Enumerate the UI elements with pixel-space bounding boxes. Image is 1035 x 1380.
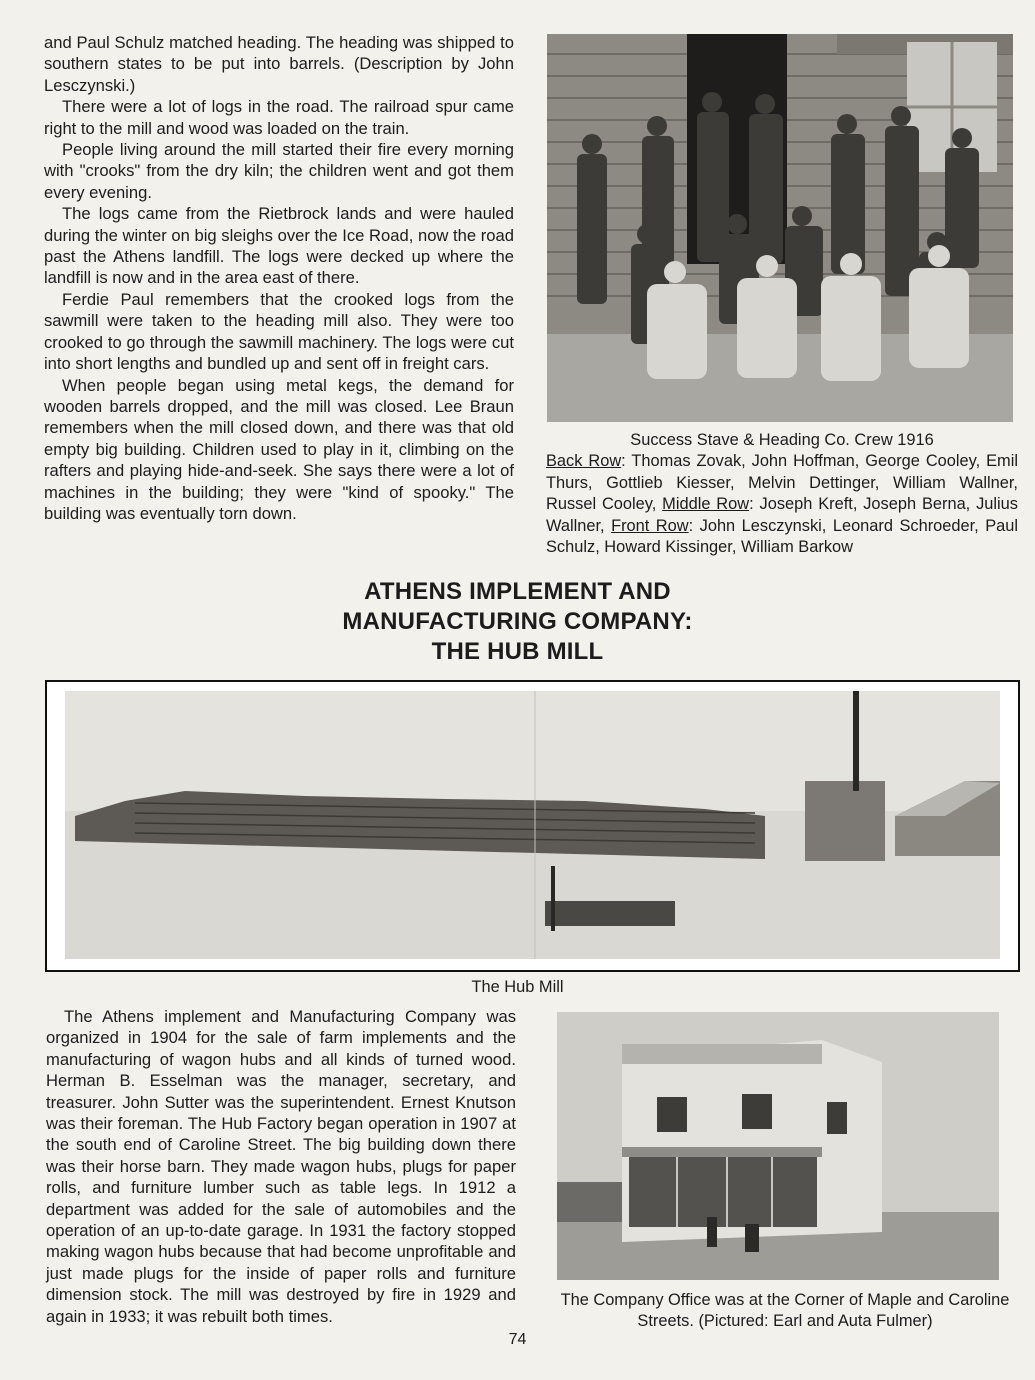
paragraph: People living around the mill started their fire every morning with "crooks" from the dry kiln; the children went and got them every evening. xyxy=(44,140,514,202)
middle-row-names: : Joseph Kreft, Joseph Berna, Julius Wallner, xyxy=(546,495,1018,535)
crew-photo xyxy=(547,34,1013,422)
paragraph: and Paul Schulz matched heading. The heading was shipped to southern states to be put into barrels. (Description by John Lesczynski.) xyxy=(44,33,514,95)
crew-caption-title: Success Stave & Heading Co. Crew 1916 xyxy=(630,431,934,449)
paragraph: Ferdie Paul remembers that the crooked logs from the sawmill were taken to the heading mill also. They were too crooked to go through the sawmill machinery. The logs were cut into short lengths and bundled up and sent off in freight cars. xyxy=(44,289,514,374)
page-number: 74 xyxy=(508,1331,527,1348)
back-row-label: Back Row xyxy=(546,452,622,471)
paragraph: The Athens implement and Manufacturing Company was organized in 1904 for the sale of farm implements and the manufacturing of wagon hubs and all kinds of turned wood. Herman B. Esselman was the manager, secretary, and treasurer. John Sutter was the superintendent. Ernest Knutson was their foreman. The Hub Factory began operation in 1907 at the south end of Caroline Street. The big building down there was their horse barn. They made wagon hubs, plugs for paper rolls, and furniture lumber such as table legs. In 1912 a department was added for the sale of automobiles and the operation of an up-to-date garage. In 1931 the factory stopped making wagon hubs because that had become unprofitable and just made plugs for the inside of paper rolls and furniture dimension stock. The mill was destroyed by fire in 1929 and again in 1933; it was rebuilt both times. xyxy=(46,1007,516,1326)
front-row-names: : John Lesczynski, Leonard Schroeder, Paul Schulz, Howard Kissinger, William Barkow xyxy=(546,516,1019,557)
paragraph: When people began using metal kegs, the demand for wooden barrels dropped, and the mill was closed. Lee Braun remembers when the mill closed down, and there was that old empty big building. Children used to play in it, climbing on the rafters and playing hide-and-seek. She says there were a lot of machines in the building; they were "kind of spooky." The building was eventually torn down. xyxy=(44,375,514,523)
company-office-photo xyxy=(557,1012,999,1280)
middle-row-label: Middle Row xyxy=(662,495,750,514)
front-row-label: Front Row xyxy=(611,516,689,535)
section-title-line: ATHENS IMPLEMENT AND xyxy=(364,578,671,605)
section-title-line: MANUFACTURING COMPANY: xyxy=(342,608,693,635)
back-row-names: : Thomas Zovak, John Hoffman, George Cooley, Emil Thurs, Gottlieb Kiesser, Melvin Dettinger, William Wallner, Russel Cooley, xyxy=(546,452,1018,514)
crew-photo-caption xyxy=(546,430,1018,558)
paragraph: The logs came from the Rietbrock lands and were hauled during the winter on big sleighs over the Ice Road, now the road past the Athens landfill. The logs were decked up where the landfill is now and in the area east of there. xyxy=(44,204,514,288)
top-left-text-column xyxy=(44,32,514,524)
company-office-caption: The Company Office was at the Corner of Maple and Caroline Streets. (Pictured: Earl and Auta Fulmer) xyxy=(560,1291,1010,1331)
hub-mill-caption: The Hub Mill xyxy=(471,978,564,996)
hub-mill-photo xyxy=(65,691,1000,959)
hub-mill-photo-frame xyxy=(45,680,1020,972)
paragraph: There were a lot of logs in the road. The railroad spur came right to the mill and wood was loaded on the train. xyxy=(44,97,514,138)
bottom-left-text-column xyxy=(46,1006,516,1327)
section-title xyxy=(0,577,1035,667)
section-title-line: THE HUB MILL xyxy=(431,638,604,665)
